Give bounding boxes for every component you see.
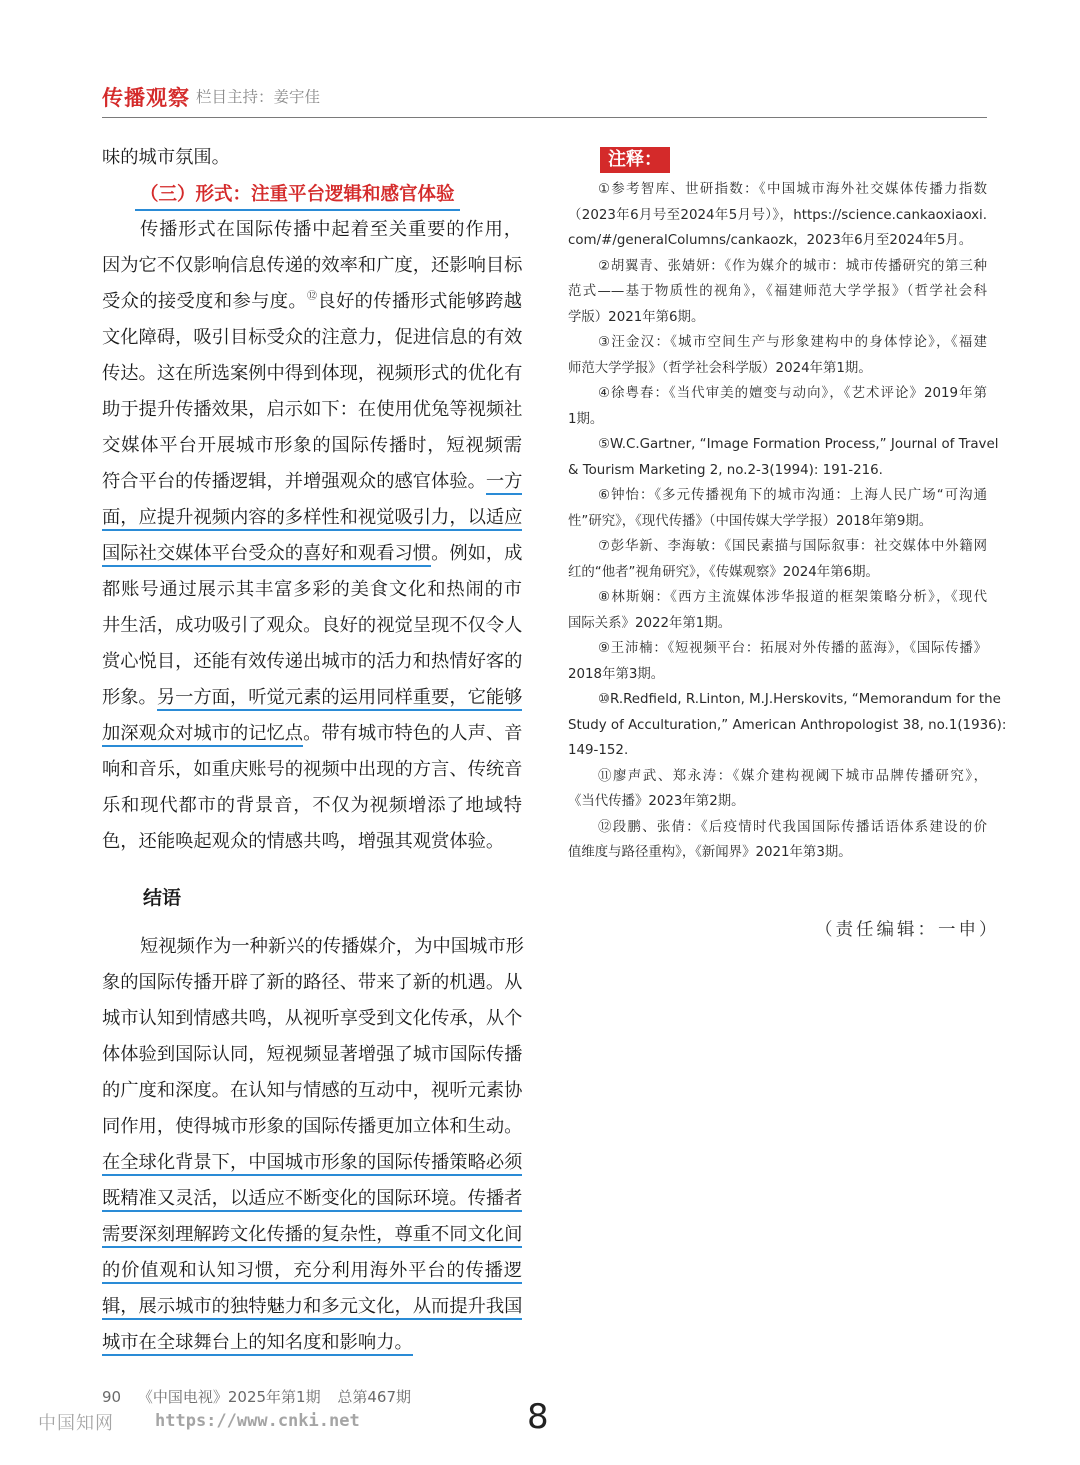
watermark-url[interactable]: https://www.cnki.net	[155, 1411, 360, 1431]
note-line: Study of Acculturation,” American Anthropologist 38, no.1(1936):	[568, 717, 1007, 733]
text-line: 都账号通过展示其丰富多彩的美食文化和热闹的市	[102, 579, 522, 600]
journal-issue: 《中国电视》2025年第1期	[137, 1388, 321, 1406]
text-line: 符合平台的传播逻辑，并增强观众的感官体验。一方	[102, 464, 522, 500]
pdf-page-index: 8	[527, 1397, 549, 1437]
text-line	[102, 1253, 522, 1289]
note-item	[568, 177, 987, 254]
note-line: 红的“他者”视角研究》，《传媒观察》2024年第6期。	[568, 564, 879, 580]
highlighted-text: 需要深刻理解跨文化传播的复杂性，尊重不同文化间	[102, 1224, 522, 1248]
note-line: 149-152.	[568, 743, 629, 758]
notes-list	[568, 177, 1007, 866]
note-item	[568, 381, 987, 432]
note-line: 1期。	[568, 411, 604, 427]
note-line: ⑧林斯娴：《西方主流媒体涉华报道的框架策略分析》，《现代	[598, 590, 987, 605]
text-line: 城市认知到情感共鸣，从视听享受到文化传承，从个	[102, 1008, 523, 1029]
watermark-cnki-logo: 中国知网	[38, 1413, 114, 1434]
note-item	[568, 534, 987, 585]
highlighted-text: 国际社交媒体平台受众的喜好和观看习惯	[102, 543, 431, 567]
paragraph-form	[102, 212, 522, 860]
note-line: 学版）2021年第6期。	[568, 309, 705, 325]
text-line: 形象。另一方面，听觉元素的运用同样重要，它能够	[102, 680, 522, 716]
text-line	[102, 1325, 522, 1361]
notes-badge: 注释：	[600, 147, 670, 173]
header-rule	[102, 117, 987, 118]
text-line: 因为它不仅影响信息传递的效率和广度，还影响目标	[102, 255, 523, 276]
text-line: 同作用，使得城市形象的国际传播更加立体和生动。	[102, 1116, 523, 1137]
note-line: ①参考智库、世研指数：《中国城市海外社交媒体传播力指数	[598, 182, 987, 197]
highlighted-text: 另一方面，听觉元素的运用同样重要，它能够	[157, 687, 523, 711]
note-line: 值维度与路径重构》，《新闻界》2021年第3期。	[568, 845, 852, 860]
highlighted-text: 在全球化背景下，中国城市形象的国际传播策略必须	[102, 1152, 522, 1176]
paragraph-intro	[102, 140, 522, 176]
note-line: ②胡翼青、张婧妍：《作为媒介的城市：城市传播研究的第三种	[598, 258, 987, 274]
text-line: 受众的接受度和参与度。⑫良好的传播形式能够跨越	[102, 291, 523, 312]
highlighted-text: 加深观众对城市的记忆点	[102, 723, 303, 747]
note-line: 师范大学学报》（哲学社会科学版）2024年第1期。	[568, 360, 872, 376]
highlighted-text: 面，应提升视频内容的多样性和视觉吸引力，以适应	[102, 507, 522, 531]
note-item	[568, 815, 987, 866]
note-line: & Tourism Marketing 2, no.2-3(1994): 191-216.	[568, 462, 883, 478]
highlighted-text: 一方	[486, 471, 523, 495]
column-title: 传播观察	[102, 86, 190, 110]
note-line: ⑨王沛楠：《短视频平台：拓展对外传播的蓝海》，《国际传播》	[598, 641, 987, 656]
note-item	[568, 483, 987, 534]
editor-credit: （责任编辑：一申）	[815, 920, 1000, 940]
note-line: 范式——基于物质性的视角》，《福建师范大学学报》（哲学社会科	[568, 284, 987, 299]
note-line: ⑩R.Redfield, R.Linton, M.J.Herskovits, “Memorandum for the	[598, 692, 1001, 707]
text-line: 传播形式在国际传播中起着至关重要的作用，	[140, 219, 522, 240]
note-line: ④徐粤春：《当代审美的嬗变与动向》，《艺术评论》2019年第	[598, 386, 987, 401]
text-line: 象的国际传播开辟了新的路径、带来了新的机遇。从	[102, 972, 523, 993]
note-line: 《当代传播》2023年第2期。	[568, 794, 745, 809]
note-item	[568, 636, 987, 687]
page-footer	[102, 1386, 423, 1407]
note-line: ③汪金汉：《城市空间生产与形象建构中的身体悖论》，《福建	[598, 335, 987, 350]
section-heading: （三）形式：注重平台逻辑和感官体验	[140, 180, 455, 211]
text-line: 助于提升传播效果，启示如下：在使用优兔等视频社	[102, 399, 523, 420]
text-line: 交媒体平台开展城市形象的国际传播时，短视频需	[102, 435, 522, 456]
text-line: 味的城市氛围。	[102, 147, 230, 168]
highlighted-text: 辑，展示城市的独特魅力和多元文化，从而提升我国	[102, 1296, 522, 1320]
conclusion-heading: 结语	[143, 887, 182, 909]
text-line	[102, 1181, 522, 1217]
text-line: 的广度和深度。在认知与情感的互动中，视听元素协	[102, 1080, 523, 1101]
note-line: ⑪廖声武、郑永涛：《媒介建构视阈下城市品牌传播研究》，	[598, 768, 987, 784]
note-item	[568, 432, 999, 483]
note-item	[568, 764, 987, 815]
text-line: 响和音乐，如重庆账号的视频中出现的方言、传统音	[102, 759, 523, 780]
text-line: 乐和现代都市的背景音，不仅为视频增添了地域特	[102, 795, 522, 816]
footnote-ref[interactable]: ⑫	[307, 291, 318, 302]
text-line: 文化障碍，吸引目标受众的注意力，促进信息的有效	[102, 327, 523, 348]
note-item	[568, 687, 1007, 764]
note-line: 性”研究》，《现代传播》（中国传媒大学学报）2018年第9期。	[568, 513, 933, 529]
text-line: 体体验到国际认同，短视频显著增强了城市国际传播	[102, 1044, 523, 1065]
text-line: 赏心悦目，还能有效传递出城市的活力和热情好客的	[102, 651, 523, 672]
note-line: com/#/generalColumns/cankaozk，2023年6月至2024年5月。	[568, 233, 973, 248]
note-item	[568, 254, 987, 331]
note-line: ⑥钟怡：《多元传播视角下的城市沟通：上海人民广场“可沟通	[598, 488, 987, 503]
note-line: ⑤W.C.Gartner, “Image Formation Process,” Journal of Travel	[598, 437, 999, 452]
note-line: 国际关系》2022年第1期。	[568, 615, 732, 631]
text-line: 加深观众对城市的记忆点。带有城市特色的人声、音	[102, 716, 522, 752]
page-header	[102, 82, 987, 116]
text-line	[102, 1289, 522, 1325]
page-number: 90	[102, 1388, 122, 1406]
text-line: 传达。这在所选案例中得到体现，视频形式的优化有	[102, 363, 523, 384]
highlighted-text: 城市在全球舞台上的知名度和影响力。	[102, 1332, 413, 1356]
note-line: ⑫段鹏、张倩：《后疫情时代我国国际传播话语体系建设的价	[598, 819, 987, 835]
total-issue: 总第467期	[337, 1388, 412, 1406]
highlighted-text: 的价值观和认知习惯，充分利用海外平台的传播逻	[102, 1260, 522, 1284]
paragraph-conclusion	[102, 929, 522, 1361]
note-line: ⑦彭华新、李海敏：《国民素描与国际叙事：社交媒体中外籍网	[598, 539, 987, 554]
note-line: （2023年6月号至2024年5月号）》，https://science.cankaoxiaoxi.	[568, 207, 987, 223]
note-line: 2018年第3期。	[568, 666, 665, 682]
text-line: 短视频作为一种新兴的传播媒介，为中国城市形	[140, 936, 524, 957]
text-line: 色，还能唤起观众的情感共鸣，增强其观赏体验。	[102, 831, 505, 852]
column-host: 栏目主持：姜宇佳	[196, 88, 321, 106]
text-line	[102, 1145, 522, 1181]
text-line: 国际社交媒体平台受众的喜好和观看习惯。例如，成	[102, 536, 522, 572]
text-line	[102, 500, 522, 536]
note-item	[568, 330, 987, 381]
text-line: 井生活，成功吸引了观众。良好的视觉呈现不仅令人	[102, 615, 523, 636]
text-line	[102, 1217, 522, 1253]
note-item	[568, 585, 987, 636]
highlighted-text: 既精准又灵活，以适应不断变化的国际环境。传播者	[102, 1188, 522, 1212]
